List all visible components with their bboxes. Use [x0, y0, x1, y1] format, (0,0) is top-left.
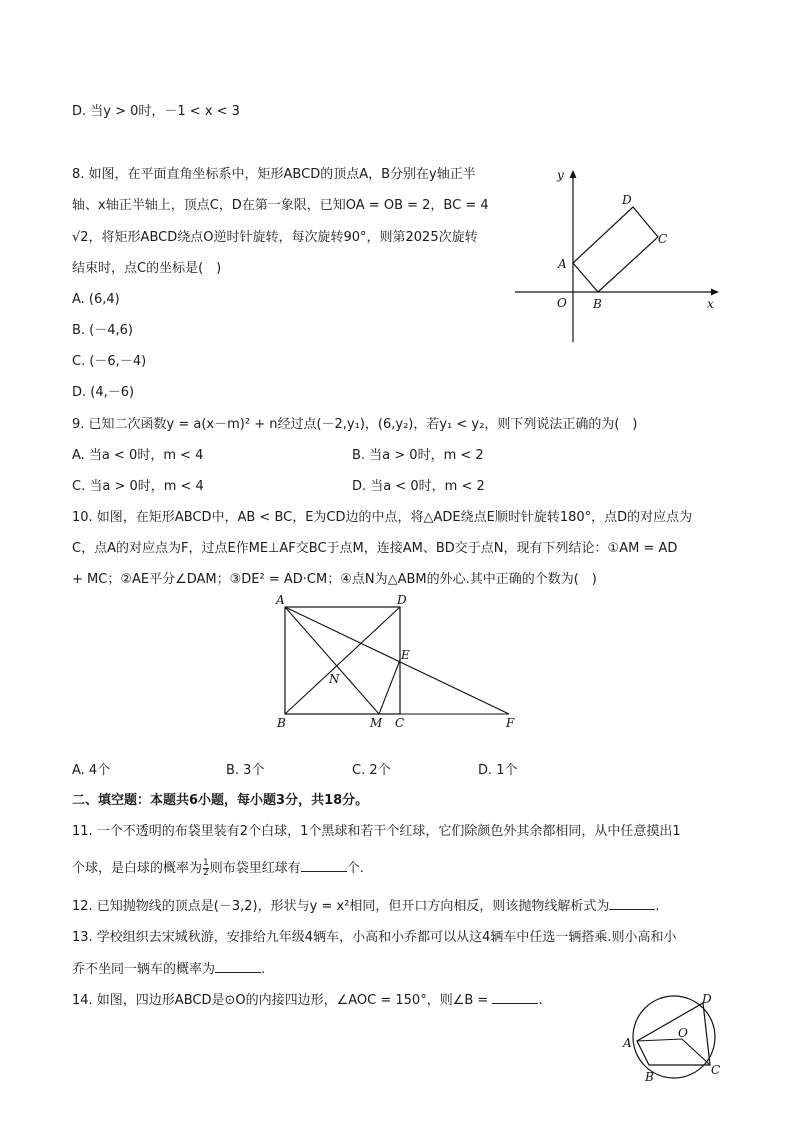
q11-line2-end: 个.: [346, 861, 364, 876]
q10-option-d: D. 1个: [478, 763, 518, 778]
segment-af: [285, 607, 509, 714]
q8-stem-line-2: 轴、x轴正半轴上，顶点C，D在第一象限，已知OA = OB = 2，BC = 4: [72, 198, 489, 213]
q8-stem-line-3: √2，将矩形ABCD绕点O逆时针旋转，每次旋转90°，则第2025次旋转: [72, 230, 478, 245]
q14-text: 14. 如图，四边形ABCD是⊙O的内接四边形，∠AOC = 150°，则∠B =: [72, 993, 489, 1008]
y-axis-arrow: [570, 170, 577, 178]
label-a: A: [623, 1036, 632, 1050]
label-c: C: [711, 1063, 721, 1077]
circle-o: [633, 996, 715, 1078]
segment-me: [379, 660, 400, 714]
q10-option-c: C. 2个: [352, 763, 391, 778]
q11-line-2: [72, 859, 364, 878]
q9-option-d: D. 当a < 0时，m < 2: [352, 479, 485, 494]
q13-answer-blank[interactable]: [215, 960, 261, 973]
q12-line: [72, 897, 660, 916]
q10-stem-line-2: C，点A的对应点为F，过点E作ME⊥AF交BC于点M，连接AM、BD交于点N，现有下列结论：①AM = AD: [72, 541, 678, 556]
fraction-denominator: 2: [203, 868, 209, 878]
q11-answer-blank[interactable]: [301, 859, 347, 872]
label-a: A: [558, 257, 567, 271]
q8-stem-line-4: 结束时，点C的坐标是( ): [72, 261, 222, 276]
label-b: B: [277, 716, 286, 730]
q12-text: 12. 已知抛物线的顶点是(－3,2)，形状与y = x²相同，但开口方向相反，则该抛物线解析式为: [72, 899, 610, 914]
label-c: C: [395, 716, 405, 730]
label-y: y: [557, 168, 564, 182]
q10-stem-line-3: + MC；②AE平分∠DAM；③DE² = AD·CM；④点N为△ABM的外心.其中正确的个数为( ): [72, 572, 597, 587]
label-b: B: [593, 297, 602, 311]
fraction-numerator: 1: [203, 858, 209, 868]
q9-stem: 9. 已知二次函数y = a(x－m)² + n经过点(－2,y₁)，(6,y₂)，若y₁ < y₂，则下列说法正确的为( ): [72, 417, 638, 432]
label-d: D: [397, 593, 407, 607]
q8-option-d: D. (4,－6): [72, 385, 135, 400]
q13-line2-pre: 乔不坐同一辆车的概率为: [72, 962, 216, 977]
q9-option-a: A. 当a < 0时，m < 4: [72, 448, 204, 463]
label-o: O: [678, 1026, 688, 1040]
q9-option-c: C. 当a > 0时，m < 4: [72, 479, 204, 494]
q13-line-2: [72, 960, 265, 979]
q11-line2-pre: 个球，是白球的概率为: [72, 861, 203, 876]
label-f: F: [506, 716, 515, 730]
segment-oc: [682, 1039, 710, 1065]
q8-stem-line-1: 8. 如图，在平面直角坐标系中，矩形ABCD的顶点A，B分别在y轴正半: [72, 167, 476, 182]
q11-line2-post: 则布袋里红球有: [209, 861, 301, 876]
segment-bd: [285, 607, 400, 714]
label-b: B: [645, 1070, 654, 1084]
q10-rectangle-figure: [270, 592, 530, 730]
q10-option-a: A. 4个: [72, 763, 111, 778]
q11-fraction: [203, 859, 209, 878]
q13-line2-end: .: [261, 962, 266, 977]
q14-end: .: [538, 993, 543, 1008]
q9-option-b: B. 当a > 0时，m < 2: [352, 448, 484, 463]
section-2-heading: 二、填空题：本题共6小题，每小题3分，共18分。: [72, 793, 369, 808]
label-m: M: [370, 716, 383, 730]
label-d: D: [702, 992, 712, 1006]
q12-answer-blank[interactable]: [609, 897, 655, 910]
label-n: N: [329, 672, 340, 686]
label-e: E: [401, 648, 410, 662]
q7-option-d: D. 当y > 0时，－1 < x < 3: [72, 104, 240, 119]
q11-line-1: 11. 一个不透明的布袋里装有2个白球，1个黑球和若干个红球，它们除颜色外其余都相同，从中任意摸出1: [72, 824, 681, 839]
quadrilateral-abcd: [637, 1003, 710, 1065]
q14-answer-blank[interactable]: [492, 991, 538, 1004]
segment-oa: [637, 1039, 682, 1041]
q13-line-1: 13. 学校组织去宋城秋游，安排给九年级4辆车，小高和小乔都可以从这4辆车中任选一辆搭乘.则小高和小: [72, 930, 677, 945]
q14-circle-figure: [618, 990, 748, 1090]
q8-option-a: A. (6,4): [72, 292, 120, 307]
x-axis-arrow: [711, 289, 719, 296]
q8-option-c: C. (－6,－4): [72, 354, 147, 369]
q10-option-b: B. 3个: [226, 763, 265, 778]
q14-line: [72, 991, 543, 1010]
label-a: A: [276, 593, 285, 607]
label-x: x: [707, 297, 714, 311]
rectangle-abcd: [573, 207, 658, 292]
label-o: O: [557, 296, 567, 310]
q8-option-b: B. (－4,6): [72, 323, 134, 338]
segment-am: [285, 607, 379, 714]
label-d: D: [622, 193, 632, 207]
label-c: C: [658, 232, 668, 246]
q8-coordinate-figure: [505, 160, 745, 350]
q12-end: .: [655, 899, 660, 914]
q10-stem-line-1: 10. 如图，在矩形ABCD中，AB < BC，E为CD边的中点，将△ADE绕点E顺时针旋转180°，点D的对应点为: [72, 510, 693, 525]
